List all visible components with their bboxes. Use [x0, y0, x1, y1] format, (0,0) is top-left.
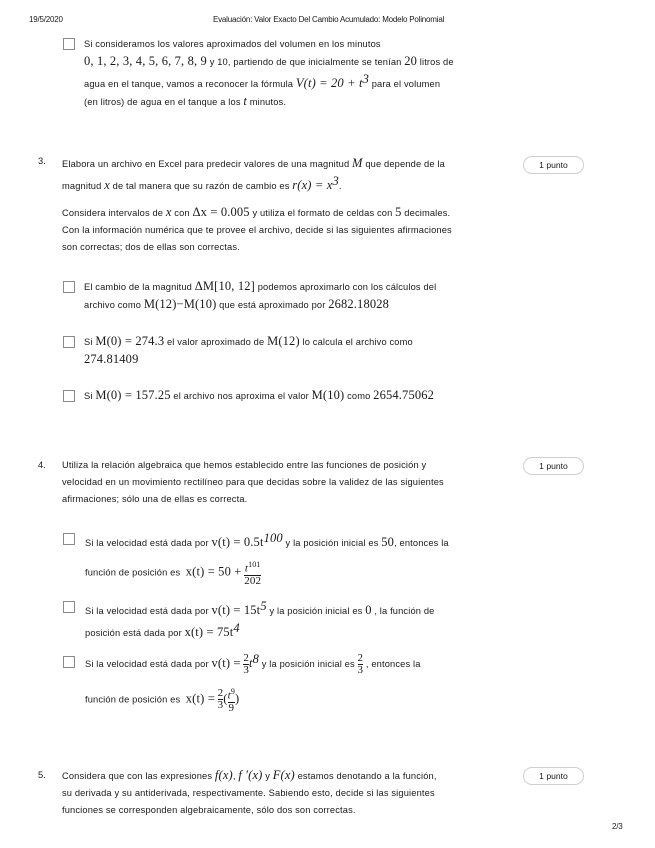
points-badge: 1 punto	[523, 457, 584, 475]
question-number: 4.	[38, 460, 46, 470]
option-checkbox[interactable]	[63, 281, 75, 293]
option-checkbox[interactable]	[63, 656, 75, 668]
option-checkbox[interactable]	[63, 336, 75, 348]
q3-option-2: Si M(0) = 274.3 el valor aproximado de M(12) lo calcula el archivo como 274.81409	[84, 334, 413, 366]
question-4-prompt: Utiliza la relación algebraica que hemos establecido entre las funciones de posición y velocidad en un movimiento rectilíneo para que decidas sobre la validez de las siguientes afirmaciones; sólo una de ellas es correcta.	[62, 460, 444, 504]
q3-option-3: Si M(0) = 157.25 el archivo nos aproxima el valor M(10) como 2654.75062	[84, 388, 435, 402]
option-checkbox[interactable]	[63, 601, 75, 613]
prev-option-text: Si consideramos los valores aproximados del volumen en los minutos 0, 1, 2, 3, 4, 5, 6, 7, 8, 9 y 10, partiendo de que inicialmente se tenían 20 litros de agua en el tanque, vamos a reconocer la fórmula $V(t) = 20 + t^3$ para el volumen (en litros) de agua en el tanque a los t minutos.	[84, 39, 454, 109]
question-number: 5.	[38, 770, 46, 780]
page-number: 2/3	[612, 822, 623, 831]
question-3-instructions: Considera intervalos de x con Δx = 0.005 y utiliza el formato de celdas con 5 decimales. Con la información numérica que te provee el archivo, decide si las siguientes afirmaciones son correctas; dos de ellas son correctas.	[62, 205, 452, 252]
option-checkbox[interactable]	[63, 38, 75, 50]
print-title: Evaluación: Valor Exacto Del Cambio Acumulado: Modelo Polinomial	[213, 15, 445, 24]
q3-option-1: El cambio de la magnitud ΔM[10, 12] podemos aproximarlo con los cálculos del archivo como M(12)−M(10) que está aproximado por 2682.18028	[84, 279, 437, 311]
option-checkbox[interactable]	[63, 533, 75, 545]
question-number: 3.	[38, 156, 46, 166]
question-3-prompt: Elabora un archivo en Excel para predecir valores de una magnitud M que depende de la magnitud x de tal manera que su razón de cambio es $r(x) = x^3$.	[62, 156, 445, 193]
option-checkbox[interactable]	[63, 390, 75, 402]
q4-option-3: Si la velocidad está dada por v(t) = $\frac{2}{3}$ $t^8$ y la posición inicial es $\frac{2}{3}$ , entonces la función de posición es x(t) = $\frac{2}{3}$ ( $\frac{t^9}{9}$ )	[85, 652, 421, 714]
points-badge: 1 punto	[523, 767, 584, 785]
q4-option-1: Si la velocidad está dada por $v(t) = 0.5t^{100}$ y la posición inicial es 50, entonces la función de posición es x(t) = 50 + $\frac{t^{101}}{202}$	[85, 531, 449, 587]
print-date: 19/5/2020	[29, 15, 63, 24]
question-5-prompt: Considera que con las expresiones f(x), f ′(x) y F(x) estamos denotando a la función, su derivada y su antiderivada, respectivamente. Sabiendo esto, decide si las siguientes funciones se corresponden algebraicamente, sólo dos son correctas.	[62, 768, 437, 815]
q4-option-2: Si la velocidad está dada por $v(t) = 15t^5$ y la posición inicial es 0 , la función de posición está dada por $x(t) = 75t^4$	[85, 599, 435, 640]
points-badge: 1 punto	[523, 156, 584, 174]
